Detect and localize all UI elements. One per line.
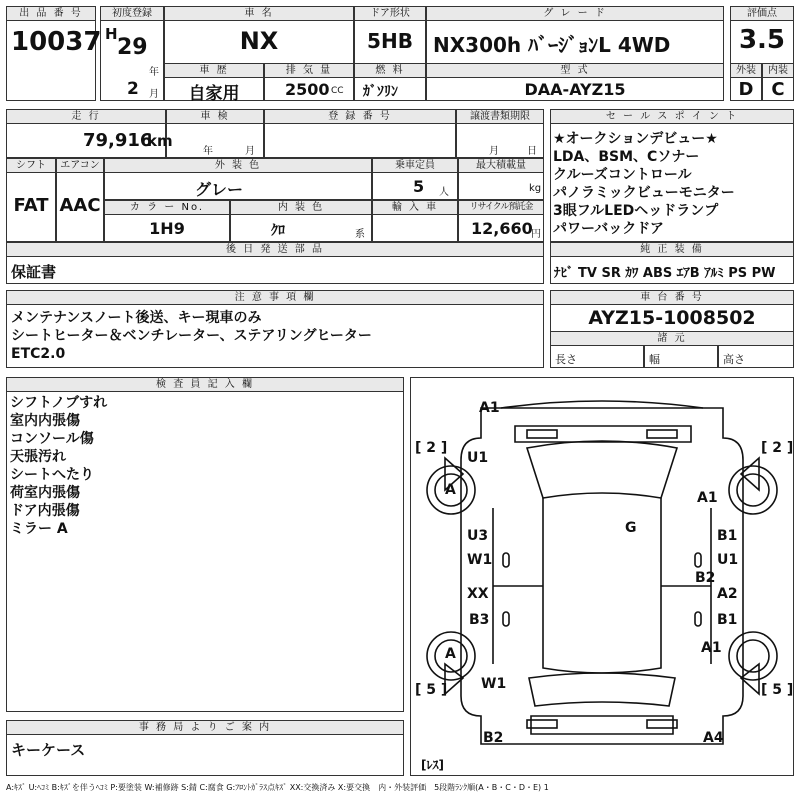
recycle-cell — [458, 214, 544, 242]
sales-point: パワーバックドア — [553, 221, 664, 237]
inspector-line: 荷室内張傷 — [10, 485, 80, 501]
mark-b1-r2: B1 — [717, 612, 738, 628]
mark-b2-bottom: B2 — [483, 730, 504, 746]
inspector-line: ドア内張傷 — [10, 503, 80, 519]
car-outline-icon — [411, 378, 793, 775]
note-line: ETC2.0 — [11, 346, 66, 362]
mark-a2-right: A2 — [717, 586, 738, 602]
ext-grade-cell — [730, 77, 762, 101]
inspector-line: シートへたり — [10, 467, 94, 483]
sales-points — [550, 123, 794, 242]
sales-point: ★オークションデビュー★ — [553, 131, 718, 147]
inspect-year: 年 — [203, 146, 213, 157]
color-label: 外 装 色 — [104, 158, 372, 173]
mark-a-fl: A — [445, 482, 456, 498]
inspector-line: ミラー A — [10, 521, 68, 537]
model-label: 型 式 — [426, 63, 724, 78]
sales-point: クルーズコントロール — [553, 167, 692, 183]
notes-cell — [6, 304, 544, 368]
reg-month: 2 — [127, 79, 139, 99]
recycle-unit: 円 — [531, 229, 541, 240]
recycle-fee: 12,660 — [471, 219, 533, 238]
inspector-line: コンソール傷 — [10, 431, 94, 447]
mark-b2-right: B2 — [695, 570, 716, 586]
tire-rr: [ 5 ] — [761, 682, 794, 698]
mileage: 79,916 — [83, 130, 153, 151]
disp-cell — [264, 77, 354, 101]
door-label: ドア形状 — [354, 6, 426, 21]
door-cell — [354, 20, 426, 64]
plate-cell — [264, 123, 456, 158]
shift-cell — [6, 172, 56, 242]
reg-year: 29 — [117, 35, 148, 60]
recycle-label: リサイクル預託金 — [458, 200, 544, 215]
disp-unit: CC — [331, 86, 344, 96]
capacity: 5 — [413, 177, 425, 196]
first-reg-label: 初度登録 — [100, 6, 164, 21]
length-cell — [550, 345, 644, 368]
length-label: 長さ — [555, 353, 577, 366]
chassis-label: 車 台 番 号 — [550, 290, 794, 305]
color-cell — [104, 172, 372, 200]
inspector-cell — [6, 391, 404, 712]
int-label: 内装 — [762, 63, 794, 78]
score-cell — [730, 20, 794, 64]
model-cell — [426, 77, 724, 101]
inspect-month: 月 — [245, 146, 255, 157]
lot-number: 10037 — [11, 27, 102, 57]
mark-xx: XX — [467, 586, 489, 602]
score: 3.5 — [738, 25, 786, 55]
colorno-label: カ ラ ー No. — [104, 200, 230, 215]
chassis-cell — [550, 304, 794, 332]
score-label: 評価点 — [730, 6, 794, 21]
fuel: ｶﾞｿﾘﾝ — [363, 84, 398, 100]
width-cell — [644, 345, 718, 368]
mileage-unit: km — [147, 132, 173, 150]
plate-label: 登 録 番 号 — [264, 109, 456, 124]
colorno-cell — [104, 214, 230, 242]
equip-items: ﾅﾋﾞ TV SR ｶﾜ ABS ｴｱB ｱﾙﾐ PS PW — [554, 266, 776, 281]
mark-b3: B3 — [469, 612, 490, 628]
load-label: 最大積載量 — [458, 158, 544, 173]
transfer-cell — [456, 123, 544, 158]
mark-a4-bottom: A4 — [703, 730, 724, 746]
mileage-label: 走 行 — [6, 109, 166, 124]
damage-diagram — [410, 377, 794, 776]
transfer-month: 月 — [489, 146, 499, 157]
era: H — [105, 25, 118, 43]
sales-point: パノラミックビューモニター — [553, 185, 735, 201]
mark-w1-bottom: W1 — [481, 676, 507, 692]
equip-cell — [550, 256, 794, 284]
inspector-line: 天張汚れ — [10, 449, 66, 465]
later-parts-cell — [6, 256, 544, 284]
shift: FAT — [13, 195, 49, 216]
legend: A:ｷｽﾞ U:ﾍｺﾐ B:ｷｽﾞを伴うﾍｺﾐ P:要塗装 W:補修跡 S:錆 C:腐食 G:ﾌﾛﾝﾄｶﾞﾗｽ点ｷｽﾞ XX:交換済み X:要交換 内・外装評価 5段階ﾗﾝｸ順(A・B・C・D・E) 1 — [6, 783, 549, 792]
capacity-unit: 人 — [439, 187, 449, 198]
spare-tire: [ﾚｽ] — [421, 758, 444, 772]
mark-u1-right: U1 — [717, 552, 739, 568]
transfer-day: 日 — [527, 146, 537, 157]
grade: NX300h ﾊﾞｰｼﾞｮﾝL 4WD — [433, 33, 671, 57]
sales-point: LDA、BSM、Cソナー — [553, 149, 700, 165]
chassis-number: AYZ15-1008502 — [588, 307, 756, 329]
exterior-color: グレー — [194, 180, 243, 199]
ac-cell — [56, 172, 104, 242]
mark-a-rl: A — [445, 646, 456, 662]
grade-label: グ レ ー ド — [426, 6, 724, 21]
later-parts-label: 後 日 発 送 部 品 — [6, 242, 544, 257]
inspector-line: 室内内張傷 — [10, 413, 80, 429]
mileage-cell — [6, 123, 173, 158]
tire-rl: [ 5 ] — [415, 682, 448, 698]
mark-a1-right: A1 — [697, 490, 718, 506]
lot-label: 出 品 番 号 — [6, 6, 96, 21]
disp-label: 排 気 量 — [264, 63, 354, 78]
load-cell — [458, 172, 544, 200]
ac: AAC — [59, 195, 101, 216]
car-name-label: 車 名 — [164, 6, 354, 21]
fuel-label: 燃 料 — [354, 63, 426, 78]
ac-label: エアコン — [56, 158, 104, 173]
history-label: 車 歴 — [164, 63, 264, 78]
load-unit: kg — [529, 183, 542, 194]
year-unit: 年 — [149, 67, 159, 78]
later-parts: 保証書 — [11, 263, 57, 281]
intcolor-label: 内 装 色 — [230, 200, 372, 215]
notes-label: 注 意 事 項 欄 — [6, 290, 544, 305]
int-grade: C — [771, 79, 785, 100]
office-label: 事 務 局 よ り ご 案 内 — [6, 720, 404, 735]
sales-point: 3眼フルLEDヘッドランプ — [553, 203, 719, 219]
color-number: 1H9 — [149, 219, 185, 238]
office-cell — [6, 734, 404, 776]
inspect-label: 車 検 — [166, 109, 264, 124]
import-cell — [372, 214, 458, 242]
capacity-label: 乗車定員 — [372, 158, 458, 173]
month-unit: 月 — [149, 89, 159, 100]
transfer-label: 譲渡書類期限 — [456, 109, 544, 124]
capacity-cell — [372, 172, 458, 200]
width-label: 幅 — [649, 353, 660, 366]
note-line: シートヒーター＆ベンチレーター、ステアリングヒーター — [11, 328, 372, 344]
mark-a1-top: A1 — [479, 400, 500, 416]
inspector-label: 検 査 員 記 入 欄 — [6, 377, 404, 392]
shift-label: シフト — [6, 158, 56, 173]
inspect-cell — [166, 123, 264, 158]
height-cell — [718, 345, 794, 368]
office-text: キーケース — [11, 741, 86, 759]
car-name: NX — [239, 27, 279, 55]
mark-w1-left: W1 — [467, 552, 493, 568]
history-cell — [164, 77, 264, 104]
equip-label: 純 正 装 備 — [550, 242, 794, 257]
ext-label: 外装 — [730, 63, 762, 78]
mark-u3: U3 — [467, 528, 489, 544]
interior-color: ｸﾛ — [271, 223, 285, 239]
intcolor-cell — [230, 214, 372, 242]
height-label: 高さ — [723, 353, 745, 366]
tire-fl: [ 2 ] — [415, 440, 448, 456]
model: DAA-AYZ15 — [524, 80, 626, 99]
mark-u1-left: U1 — [467, 450, 489, 466]
inspector-line: シフトノブすれ — [10, 395, 108, 411]
door-type: 5HB — [367, 29, 413, 53]
fuel-cell — [354, 77, 426, 101]
first-reg-cell — [100, 20, 164, 101]
ext-grade: D — [738, 79, 754, 100]
import-label: 輸 入 車 — [372, 200, 458, 215]
lot-cell — [6, 20, 102, 101]
int-grade-cell — [762, 77, 794, 101]
tire-fr: [ 2 ] — [761, 440, 794, 456]
sales-label: セ ー ル ス ポ イ ン ト — [550, 109, 794, 124]
displacement: 2500 — [285, 80, 330, 99]
grade-cell — [426, 20, 724, 64]
mark-a1-r2: A1 — [701, 640, 722, 656]
mark-b1-r1: B1 — [717, 528, 738, 544]
dims-label: 諸 元 — [550, 331, 794, 346]
intcolor-unit: 系 — [355, 229, 365, 240]
note-line: メンテナンスノート後送、キー現車のみ — [11, 310, 262, 326]
car-name-cell — [164, 20, 354, 64]
mark-g: G — [625, 520, 637, 536]
history: 自家用 — [188, 84, 240, 104]
